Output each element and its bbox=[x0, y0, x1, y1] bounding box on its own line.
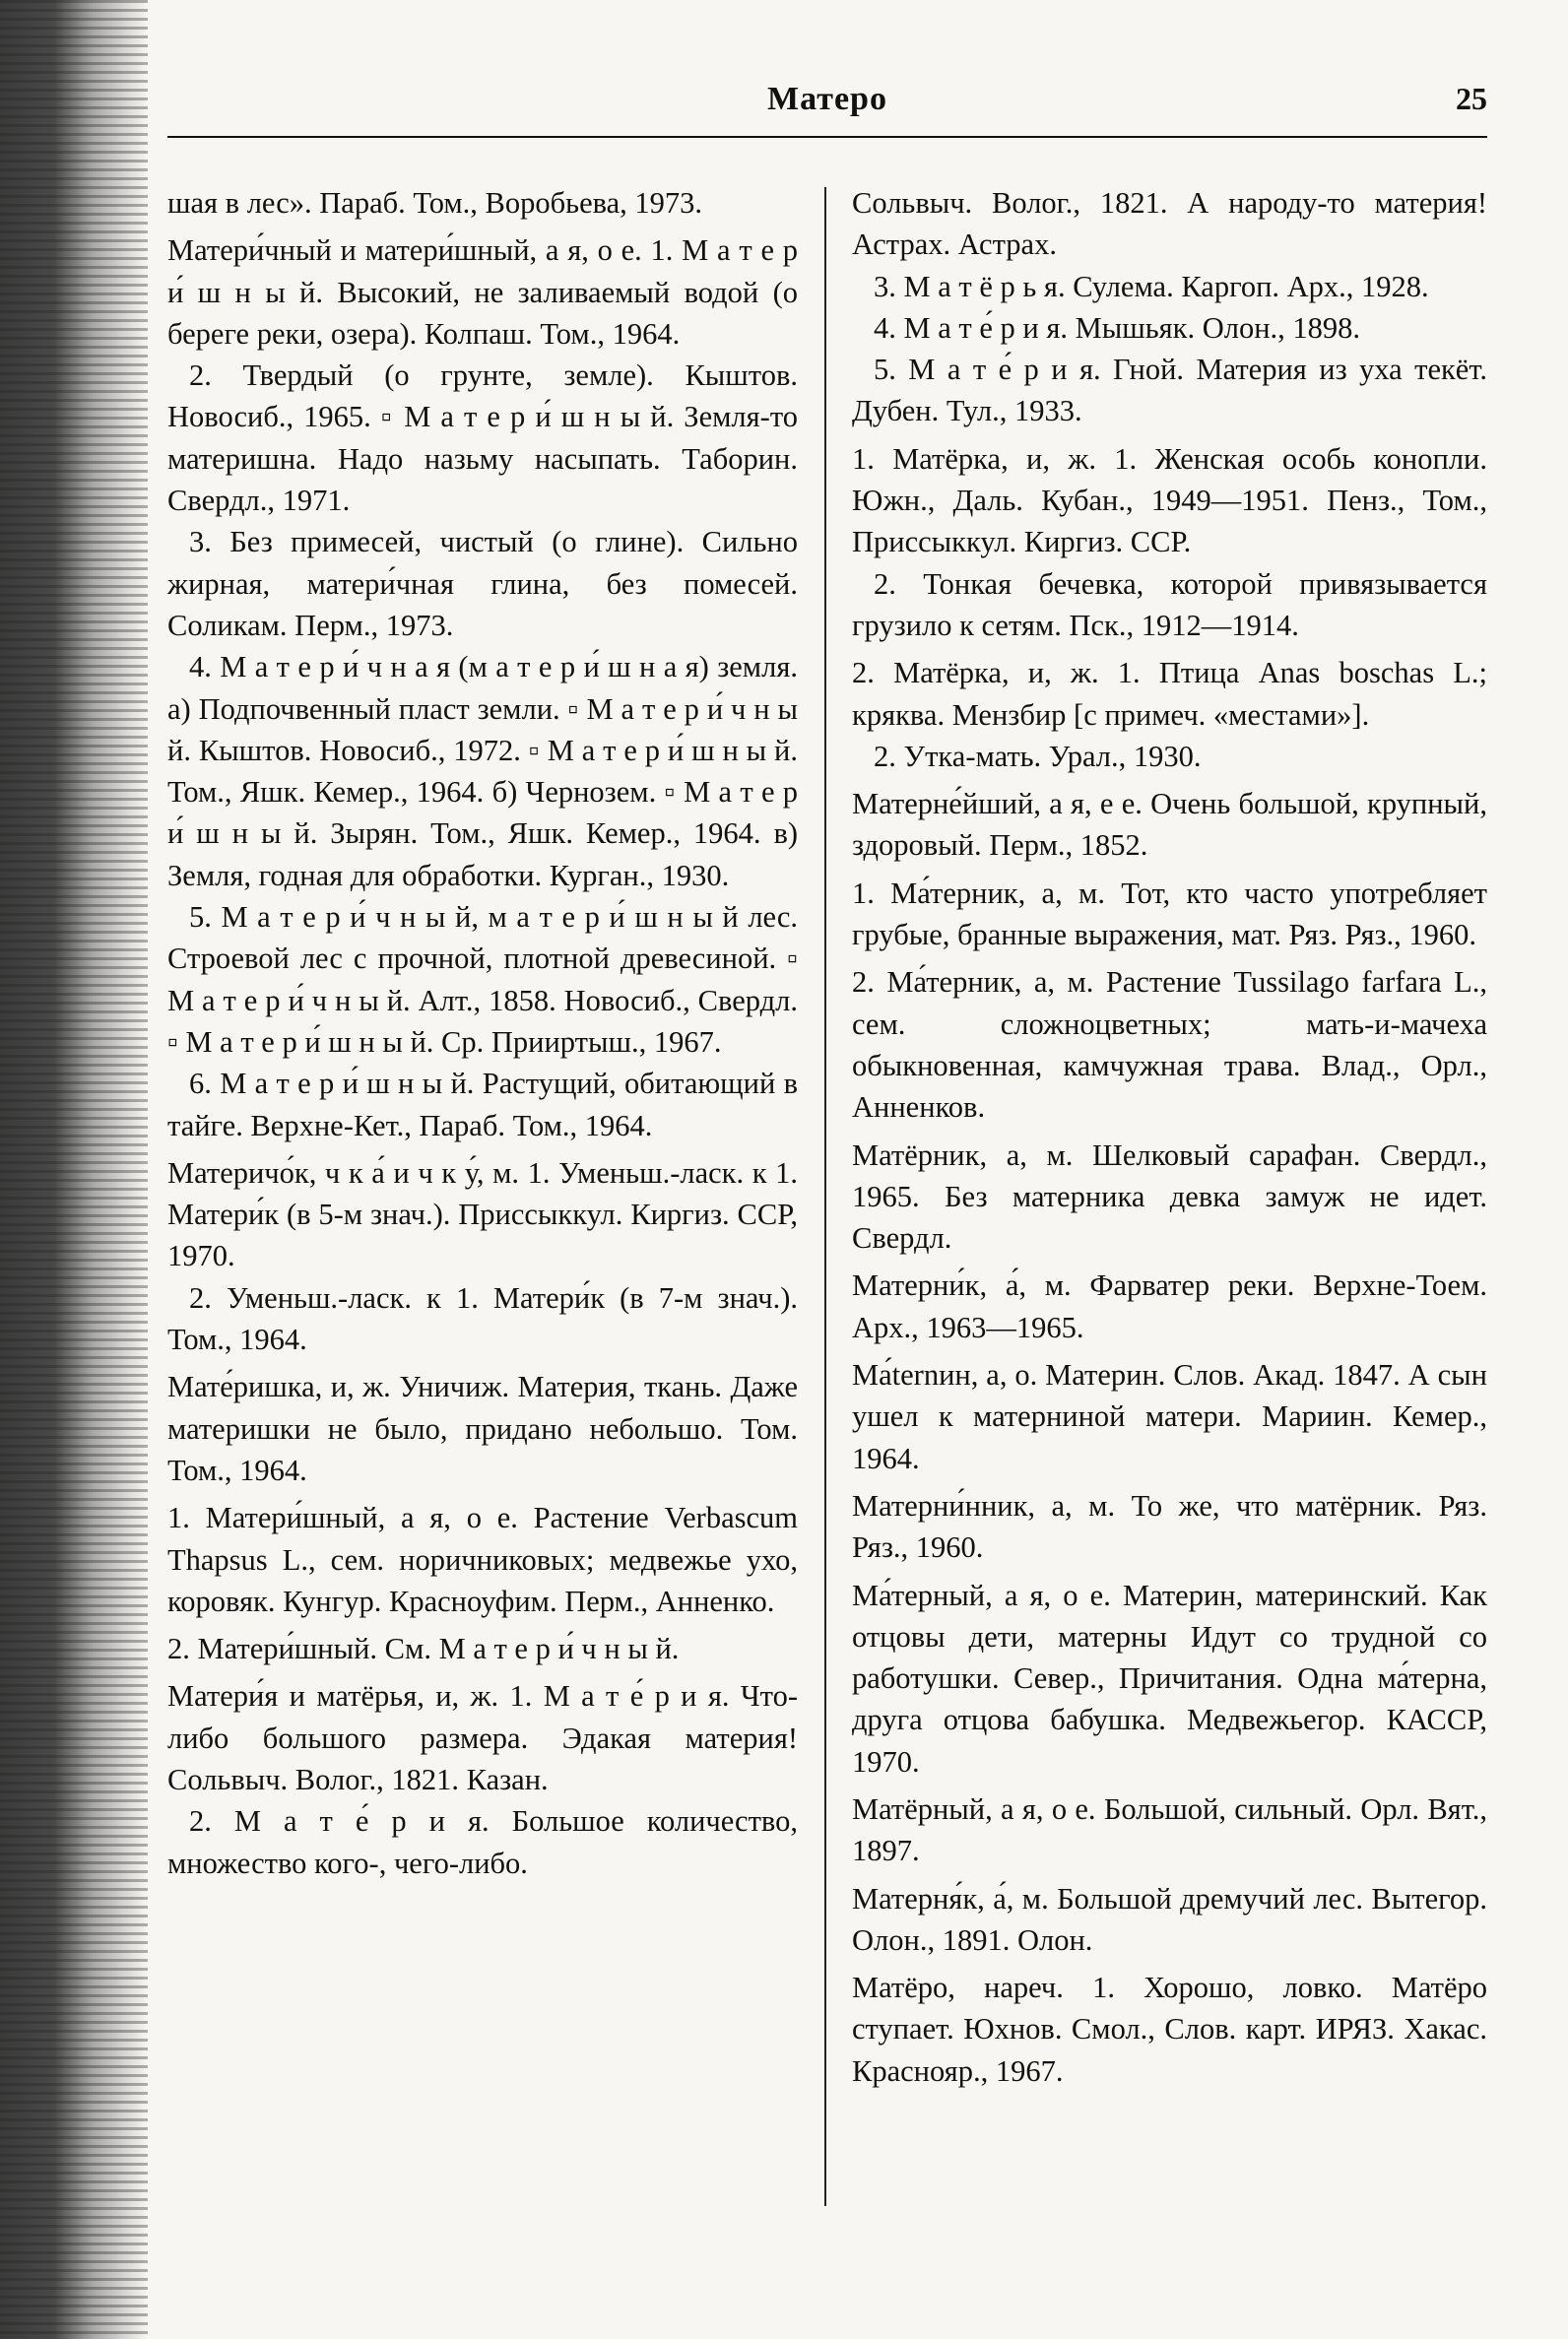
entry: Ма́ternин, а, о. Материн. Слов. Акад. 1847. А сын ушел к матерниной матери. Мариин. Кемер., 1964. bbox=[852, 1358, 1487, 1475]
entry: Ма́терный, а я, о е. Материн, материнский. Как отцовы дети, матерны Идут со трудной со работушки. Север., Причитания. Одна ма́терна, друга отцова бабушка. Медвежьегор. КАССР, 1970. bbox=[852, 1578, 1487, 1779]
entry: 2. Ма́терник, а, м. Растение Tussilago farfara L., сем. сложноцветных; мать-и-мачеха обыкновенная, камчужная трава. Влад., Орл., Анненков. bbox=[852, 965, 1487, 1125]
scan-edge-shadow bbox=[0, 0, 148, 2339]
entry: 4. М а т е р и́ ч н а я (м а т е р и́ ш н а я) земля. а) Подпочвенный пласт земли. ▫ М а т е р и́ ч н ы й. Кыштов. Новосиб., 1972. ▫ М а т е р и́ ш н ы й. Том., Яшк. Кемер., 1964. б) Чернозем. ▫ М а т е р и́ ш н ы й. Зырян. Том., Яшк. Кемер., 1964. в) Земля, годная для обработки. Курган., 1930. bbox=[167, 650, 798, 892]
entry: 1. Матери́шный, а я, о е. Растение Verbascum Thapsus L., сем. норичниковых; медвежье ухо, коровяк. Кунгур. Красноуфим. Перм., Анненко. bbox=[167, 1501, 798, 1618]
column-divider bbox=[824, 187, 826, 2206]
entry: Матери́я и матёрья, и, ж. 1. М а т е́ р и я. Что-либо большого размера. Эдакая материя! Сольвыч. Волог., 1821. Казан. bbox=[167, 1679, 798, 1796]
entry: шая в лес». Параб. Том., Воробьева, 1973. bbox=[167, 186, 703, 220]
entry: 3. М а т ё р ь я. Сулема. Каргоп. Арх., 1928. bbox=[874, 269, 1429, 303]
entry: Матёрник, а, м. Шелковый сарафан. Свердл., 1965. Без матерника девка замуж не идет. Свердл. bbox=[852, 1137, 1487, 1256]
entry: 1. Матёрка, и, ж. 1. Женская особь конопли. Южн., Даль. Кубан., 1949—1951. Пенз., Том., Приссыккул. Киргиз. ССР. bbox=[852, 441, 1487, 559]
entry: Матёро, нареч. 1. Хорошо, ловко. Матёро ступает. Юхнов. Смол., Слов. карт. ИРЯЗ. Хакас. Краснояр., 1967. bbox=[852, 1971, 1487, 2088]
left-column bbox=[167, 182, 798, 1884]
running-header bbox=[167, 81, 1487, 138]
entry: 2. Тонкая бечевка, которой привязывается грузило к сетям. Пск., 1912—1914. bbox=[852, 566, 1487, 642]
entry: Матёрный, а я, о е. Большой, сильный. Орл. Вят., 1897. bbox=[852, 1791, 1487, 1868]
entry: 5. М а т е р и́ ч н ы й, м а т е р и́ ш н ы й лес. Строевой лес с прочной, плотной древесиной. ▫ М а т е р и́ ч н ы й. Алт., 1858. Новосиб., Свердл. ▫ М а т е р и́ ш н ы й. Ср. Прииртыш., 1967. bbox=[167, 900, 798, 1059]
page-number: 25 bbox=[1456, 81, 1487, 116]
entry: 2. Утка-мать. Урал., 1930. bbox=[874, 739, 1202, 773]
entry: 2. Уменьш.-ласк. к 1. Матери́к (в 7-м знач.). Том., 1964. bbox=[167, 1280, 798, 1357]
entry: 4. М а т е́ р и я. Мышьяк. Олон., 1898. bbox=[874, 310, 1361, 345]
entry: 1. Ма́терник, а, м. Тот, кто часто употребляет грубые, бранные выражения, мат. Ряз. Ряз., 1960. bbox=[852, 876, 1487, 952]
entry: Матерни́к, а́, м. Фарватер реки. Верхне-Тоем. Арх., 1963—1965. bbox=[852, 1268, 1487, 1344]
entry: 2. Матери́шный. См. М а т е р и́ ч н ы й. bbox=[167, 1632, 680, 1666]
entry: Матери́чный и матери́шный, а я, о е. 1. М а т е р и́ ш н ы й. Высокий, не заливаемый водой (о береге реки, озера). Колпаш. Том., 1964. bbox=[167, 233, 798, 351]
page-title: Матеро bbox=[767, 81, 887, 117]
entry: Матерни́нник, а, м. То же, что матёрник. Ряз. Ряз., 1960. bbox=[852, 1488, 1487, 1565]
entry: Мате́ришка, и, ж. Уничиж. Материя, ткань. Даже материшки не было, придано небольшо. Том. Том., 1964. bbox=[167, 1370, 798, 1487]
entry: 2. Матёрка, и, ж. 1. Птица Anas boschas L.; кряква. Мензбир [с примеч. «местами»]. bbox=[852, 656, 1487, 732]
entry: Матерне́йший, а я, е е. Очень большой, крупный, здоровый. Перм., 1852. bbox=[852, 787, 1487, 863]
entry: 5. М а т е́ р и я. Гной. Материя из уха текёт. Дубен. Тул., 1933. bbox=[852, 353, 1487, 428]
entry: 6. М а т е р и́ ш н ы й. Растущий, обитающий в тайге. Верхне-Кет., Параб. Том., 1964. bbox=[167, 1067, 798, 1142]
entry: Материчо́к, ч к а́ и ч к у́, м. 1. Уменьш.-ласк. к 1. Матери́к (в 5-м знач.). Приссыккул. Киргиз. ССР, 1970. bbox=[167, 1155, 798, 1273]
entry: 2. М а т е́ р и я. Большое количество, множество кого-, чего-либо. bbox=[167, 1804, 798, 1880]
entry: 2. Твердый (о грунте, земле). Кыштов. Новосиб., 1965. ▫ М а т е р и́ ш н ы й. Земля-то материшна. Надо назьму насыпать. Таборин. Свердл., 1971. bbox=[167, 358, 798, 518]
right-column bbox=[852, 182, 1487, 2092]
entry: Сольвыч. Волог., 1821. А народу-то материя! Астрах. Астрах. bbox=[852, 186, 1487, 262]
entry: 3. Без примесей, чистый (о глине). Сильно жирная, матери́чная глина, без помесей. Соликам. Перм., 1973. bbox=[167, 525, 798, 642]
entry: Матерня́к, а́, м. Большой дремучий лес. Вытегор. Олон., 1891. Олон. bbox=[852, 1881, 1487, 1957]
